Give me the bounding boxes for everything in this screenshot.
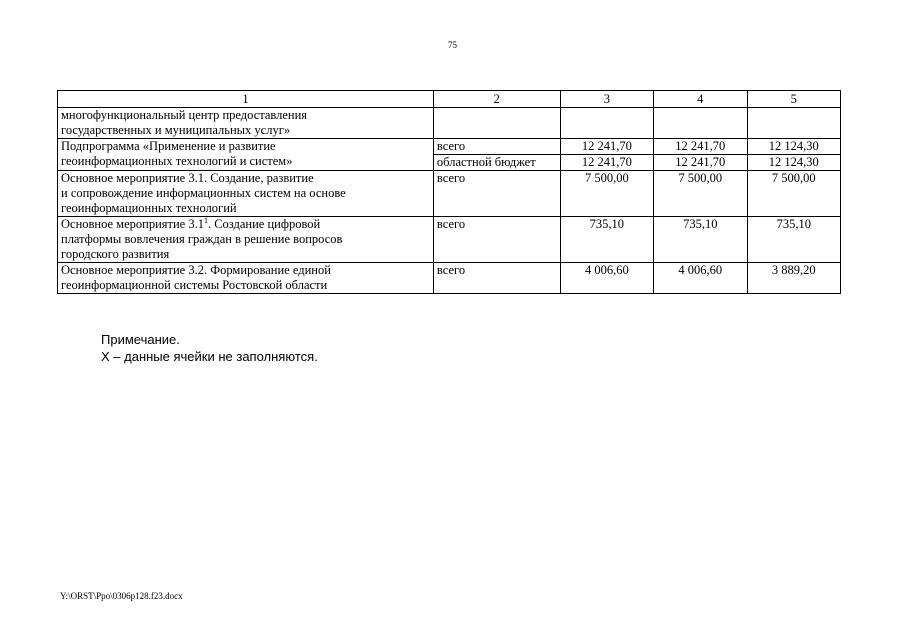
program-name-prefix: Основное мероприятие 3.1 xyxy=(61,217,204,231)
program-name-line: геоинформационных технологий xyxy=(61,201,237,215)
value-cell: 12 241,70 xyxy=(560,139,653,155)
program-name-line: геоинформационных технологий и систем» xyxy=(61,154,293,168)
superscript: 1 xyxy=(203,215,208,225)
page-number: 75 xyxy=(448,40,457,50)
program-name-line: Основное мероприятие 3.1. Создание, развитие xyxy=(61,171,314,185)
program-name-suffix: . Создание цифровой xyxy=(207,217,321,231)
table-row xyxy=(58,217,841,263)
budget-table xyxy=(57,90,841,294)
note-text: Х – данные ячейки не заполняются. xyxy=(101,349,318,364)
program-name-line: государственных и муниципальных услуг» xyxy=(61,123,291,137)
source-cell xyxy=(433,108,560,139)
program-name-cell xyxy=(58,139,434,171)
program-name-cell xyxy=(58,108,434,139)
value-cell: 7 500,00 xyxy=(747,171,840,217)
value-cell: 735,10 xyxy=(560,217,653,263)
program-name-line: многофункциональный центр предоставления xyxy=(61,108,308,122)
table-row xyxy=(58,139,841,155)
column-header: 2 xyxy=(433,91,560,108)
document-file-path: Y:\ORST\Ppo\0306p128.f23.docx xyxy=(60,591,183,601)
program-name-line xyxy=(61,217,430,232)
program-name-line: Подпрограмма «Применение и развитие xyxy=(61,139,276,153)
value-cell: 12 241,70 xyxy=(560,155,653,171)
column-header: 3 xyxy=(560,91,653,108)
table-row xyxy=(58,263,841,294)
program-name-cell xyxy=(58,263,434,294)
program-name-line: и сопровождение информационных систем на основе xyxy=(61,186,346,200)
table-row xyxy=(58,108,841,139)
column-header: 4 xyxy=(654,91,747,108)
program-name-line: геоинформационной системы Ростовской области xyxy=(61,278,328,292)
value-cell: 12 241,70 xyxy=(654,155,747,171)
source-cell: областной бюджет xyxy=(433,155,560,171)
value-cell: 7 500,00 xyxy=(654,171,747,217)
value-cell: 735,10 xyxy=(747,217,840,263)
program-name-line: городского развития xyxy=(61,247,170,261)
value-cell: 3 889,20 xyxy=(747,263,840,294)
program-name-line: платформы вовлечения граждан в решение вопросов xyxy=(61,232,343,246)
program-name-line: Основное мероприятие 3.2. Формирование единой xyxy=(61,263,331,277)
value-cell xyxy=(747,108,840,139)
note-block xyxy=(101,331,318,365)
source-cell: всего xyxy=(433,139,560,155)
program-name-cell xyxy=(58,171,434,217)
table-row xyxy=(58,171,841,217)
source-cell: всего xyxy=(433,217,560,263)
program-name-cell xyxy=(58,217,434,263)
value-cell: 735,10 xyxy=(654,217,747,263)
value-cell: 4 006,60 xyxy=(654,263,747,294)
source-cell: всего xyxy=(433,171,560,217)
note-title: Примечание. xyxy=(101,332,180,347)
table-header-row xyxy=(58,91,841,108)
value-cell xyxy=(560,108,653,139)
value-cell xyxy=(654,108,747,139)
value-cell: 12 124,30 xyxy=(747,155,840,171)
value-cell: 12 124,30 xyxy=(747,139,840,155)
value-cell: 12 241,70 xyxy=(654,139,747,155)
value-cell: 7 500,00 xyxy=(560,171,653,217)
column-header: 1 xyxy=(58,91,434,108)
value-cell: 4 006,60 xyxy=(560,263,653,294)
source-cell: всего xyxy=(433,263,560,294)
column-header: 5 xyxy=(747,91,840,108)
